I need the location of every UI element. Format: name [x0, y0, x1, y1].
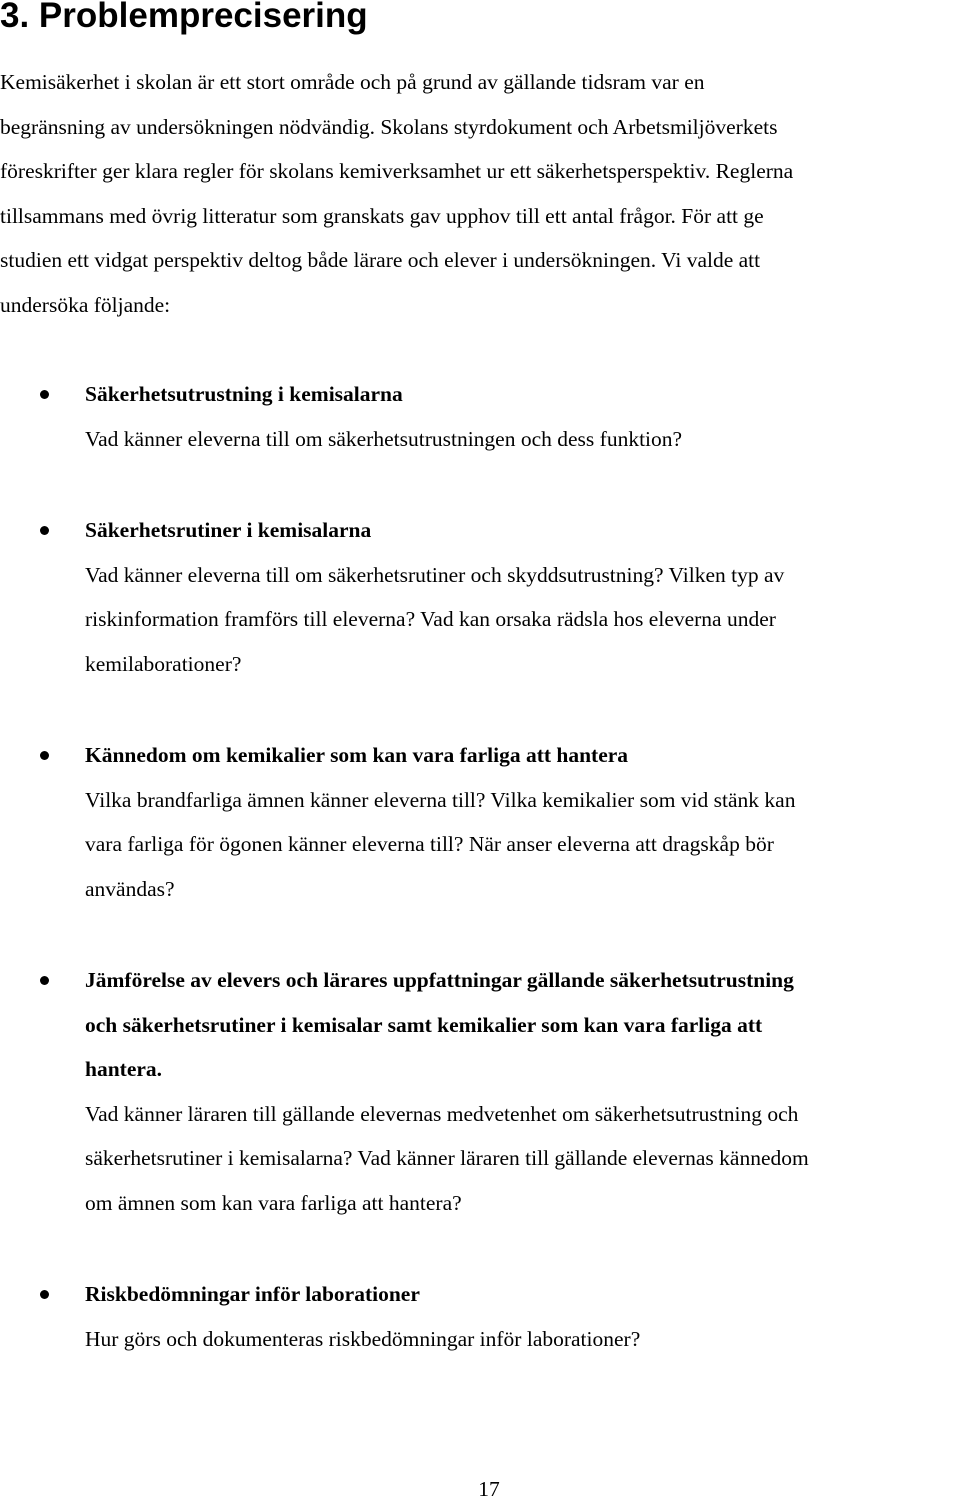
intro-line: begränsning av undersökningen nödvändig. Skolans styrdokument och Arbetsmiljöverkets	[0, 114, 778, 139]
bullet-icon	[40, 751, 49, 760]
list-item	[0, 372, 960, 461]
intro-line: föreskrifter ger klara regler för skolans kemiverksamhet ur ett säkerhetsperspektiv. Reglerna	[0, 159, 794, 183]
list-item-text: Vad känner läraren till gällande elevernas medvetenhet om säkerhetsutrustning och	[85, 1101, 799, 1126]
list-item-title: Kännedom om kemikalier som kan vara farliga att hantera	[85, 743, 629, 767]
list-item-text: riskinformation framförs till eleverna? Vad kan orsaka rädsla hos eleverna under	[85, 607, 776, 631]
list-item-text: Vad känner eleverna till om säkerhetsutrustningen och dess funktion?	[85, 426, 683, 451]
intro-line: studien ett vidgat perspektiv deltog både lärare och elever i undersökningen. Vi valde att	[0, 248, 761, 272]
list-item-text: om ämnen som kan vara farliga att hantera?	[85, 1190, 462, 1215]
list-item	[0, 508, 960, 686]
list-item-text: kemilaborationer?	[85, 651, 242, 676]
intro-paragraph	[0, 60, 960, 327]
list-item-title: Jämförelse av elevers och lärares uppfattningar gällande säkerhetsutrustning	[85, 968, 794, 992]
intro-line: tillsammans med övrig litteratur som granskats gav upphov till ett antal frågor. För att ge	[0, 203, 764, 228]
list-item-title: Säkerhetsrutiner i kemisalarna	[85, 518, 372, 542]
list-item-title: och säkerhetsrutiner i kemisalar samt kemikalier som kan vara farliga att	[85, 1012, 763, 1037]
bullet-icon	[40, 976, 49, 985]
list-item-text: Vilka brandfarliga ämnen känner eleverna till? Vilka kemikalier som vid stänk kan	[85, 787, 796, 812]
list-item	[0, 958, 960, 1225]
list-item-title: Riskbedömningar inför laborationer	[85, 1282, 420, 1306]
intro-line: undersöka följande:	[0, 292, 171, 317]
list-item-text: Vad känner eleverna till om säkerhetsrutiner och skyddsutrustning? Vilken typ av	[85, 562, 785, 587]
bullet-icon	[40, 1290, 49, 1299]
section-heading: 3. Problemprecisering	[0, 0, 368, 35]
list-item-title: Säkerhetsutrustning i kemisalarna	[85, 382, 403, 406]
bullet-icon	[40, 390, 49, 399]
intro-line: Kemisäkerhet i skolan är ett stort område och på grund av gällande tidsram var en	[0, 70, 705, 94]
page-number: 17	[478, 1477, 500, 1501]
bullet-icon	[40, 526, 49, 535]
list-item	[0, 733, 960, 911]
list-item-text: vara farliga för ögonen känner eleverna till? När anser eleverna att dragskåp bör	[85, 832, 774, 856]
list-item-text: användas?	[85, 876, 175, 901]
list-item-title: hantera.	[85, 1057, 163, 1081]
list-item-text: Hur görs och dokumenteras riskbedömningar inför laborationer?	[85, 1326, 641, 1351]
list-item	[0, 1272, 960, 1361]
list-item-text: säkerhetsrutiner i kemisalarna? Vad känner läraren till gällande elevernas kännedom	[85, 1146, 809, 1170]
